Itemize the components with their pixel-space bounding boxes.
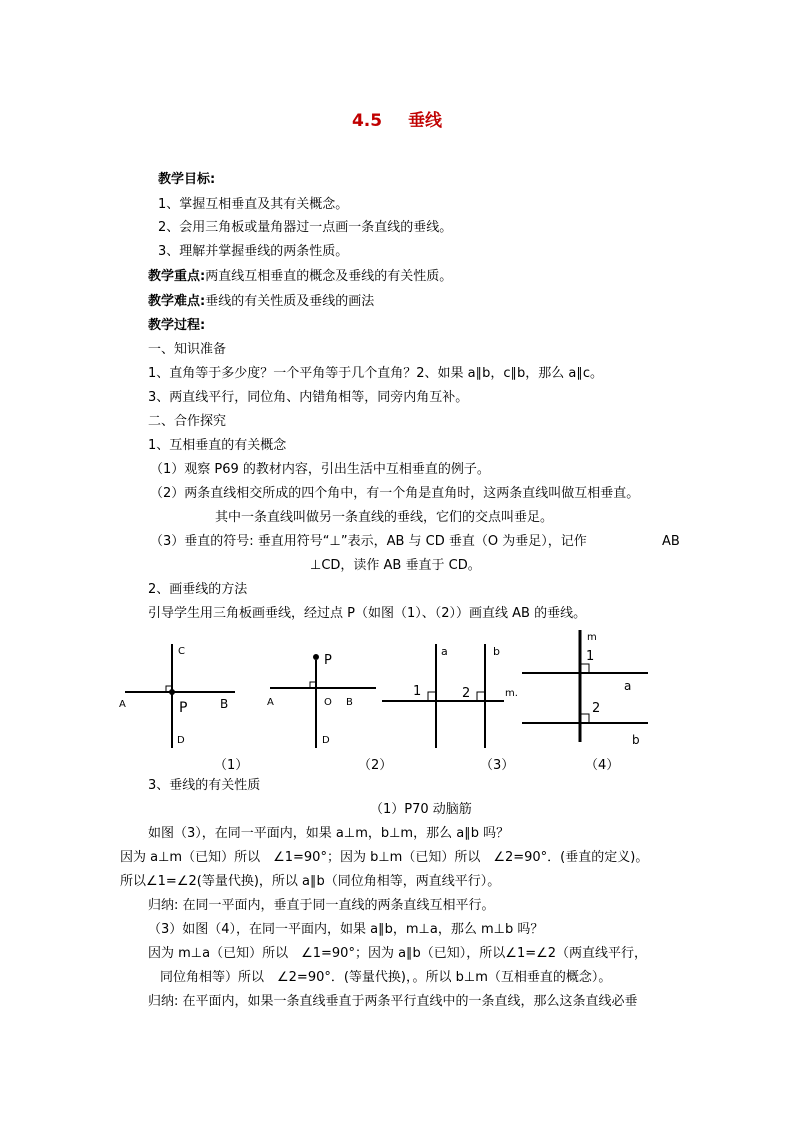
section3-sub: （1）P70 动脑筋 (370, 802, 472, 817)
section2-sub2: 2、画垂线的方法 (148, 582, 248, 597)
section1-heading: 一、知识准备 (148, 342, 227, 357)
figure-3-caption: （3） (480, 758, 515, 773)
label-m: m (587, 632, 597, 643)
section2-heading: 二、合作探究 (148, 414, 227, 429)
right-angle-mark-2 (477, 692, 485, 701)
label-m: m. (505, 688, 518, 699)
difficulty-text: 垂线的有关性质及垂线的画法 (205, 294, 375, 309)
section3-r2: 所以∠1=∠2(等量代换)，所以 a∥b（同位角相等，两直线平行）。 (120, 874, 501, 889)
label-o: O (324, 697, 332, 708)
objective-item: 2、会用三角板或量角器过一点画一条直线的垂线。 (158, 220, 453, 235)
figure-1-caption: （1） (214, 758, 249, 773)
section3-r4: 同位角相等）所以 ∠2=90°．(等量代换)，。所以 b⊥m（互相垂直的概念）。 (160, 970, 612, 985)
section3-q1: 如图（3），在同一平面内，如果 a⊥m，b⊥m，那么 a∥b 吗？ (148, 826, 510, 841)
section2-p2b: 其中一条直线叫做另一条直线的垂线，它们的交点叫垂足。 (215, 510, 554, 525)
label-c: C (178, 646, 185, 657)
label-a: a (441, 645, 448, 658)
title-number: 4.5 (351, 111, 383, 131)
title-text: 垂线 (408, 111, 443, 131)
section2-guide: 引导学生用三角板画垂线，经过点 P（如图（1）、（2））画直线 AB 的垂线。 (148, 606, 587, 621)
label-p: P (324, 653, 332, 668)
label-b: b (632, 733, 640, 747)
objective-item: 1、掌握互相垂直及其有关概念。 (158, 197, 349, 212)
label-b: B (346, 697, 353, 708)
figure-4-caption: （4） (585, 758, 620, 773)
figure-2 (262, 640, 382, 752)
label-a: A (119, 699, 126, 710)
section3-c1: 归纳: 在同一平面内，垂直于同一直线的两条直线互相平行。 (148, 898, 495, 913)
label-2: 2 (462, 686, 471, 701)
label-1: 1 (586, 649, 595, 664)
page-title (0, 106, 794, 131)
label-2: 2 (592, 701, 601, 716)
key-point-label: 教学重点: (148, 269, 206, 284)
label-d: D (322, 735, 330, 746)
figure-1 (115, 640, 245, 752)
key-point-text: 两直线互相垂直的概念及垂线的有关性质。 (205, 269, 453, 284)
section1-line2: 3、两直线平行，同位角、内错角相等，同旁内角互补。 (148, 390, 469, 405)
label-a: a (624, 679, 632, 693)
section2-p3b: ⊥CD，读作 AB 垂直于 CD。 (310, 558, 481, 573)
figure-4 (518, 626, 658, 752)
objective-item: 3、理解并掌握垂线的两条性质。 (158, 244, 349, 259)
difficulty-label: 教学难点: (148, 294, 206, 309)
label-p: P (179, 700, 188, 716)
section2-p3a: （3）垂直的符号: 垂直用符号“⊥”表示，AB 与 CD 垂直（O 为垂足），记作 (150, 534, 587, 549)
difficulty (148, 294, 374, 310)
label-b: B (220, 697, 229, 711)
label-1: 1 (413, 684, 422, 699)
right-angle-mark-1 (428, 692, 436, 701)
section2-p3a-end: AB (662, 534, 680, 549)
section2-sub1: 1、互相垂直的有关概念 (148, 438, 287, 453)
figure-3 (380, 640, 530, 752)
figure-2-caption: （2） (358, 758, 393, 773)
process-label: 教学过程: (148, 318, 206, 333)
objectives-heading: 教学目标: (158, 172, 216, 187)
point-p (169, 689, 175, 695)
section3-q2: （3）如图（4），在同一平面内，如果 a∥b，m⊥a，那么 m⊥b 吗？ (148, 922, 544, 937)
section3-c2: 归纳: 在平面内，如果一条直线垂直于两条平行直线中的一条直线，那么这条直线必垂 (148, 994, 638, 1009)
section3-r3: 因为 m⊥a（已知）所以 ∠1=90°；因为 a∥b（已知），所以∠1=∠2（两直线平行， (148, 946, 648, 961)
point-p (313, 654, 319, 660)
section3-r1: 因为 a⊥m（已知）所以 ∠1=90°；因为 b⊥m（已知）所以 ∠2=90°．(垂直的定义)。 (120, 850, 649, 865)
section3-heading: 3、垂线的有关性质 (148, 778, 261, 793)
label-b: b (493, 645, 500, 658)
section2-p2a: （2）两条直线相交所成的四个角中，有一个角是直角时，这两条直线叫做互相垂直。 (150, 486, 640, 501)
label-a: A (267, 697, 274, 708)
key-point (148, 269, 452, 285)
section2-p1: （1）观察 P69 的教材内容，引出生活中互相垂直的例子。 (150, 462, 490, 477)
section1-line1: 1、直角等于多少度？一个平角等于几个直角？2、如果 a∥b，c∥b，那么 a∥c。 (148, 366, 604, 381)
label-d: D (177, 735, 185, 746)
